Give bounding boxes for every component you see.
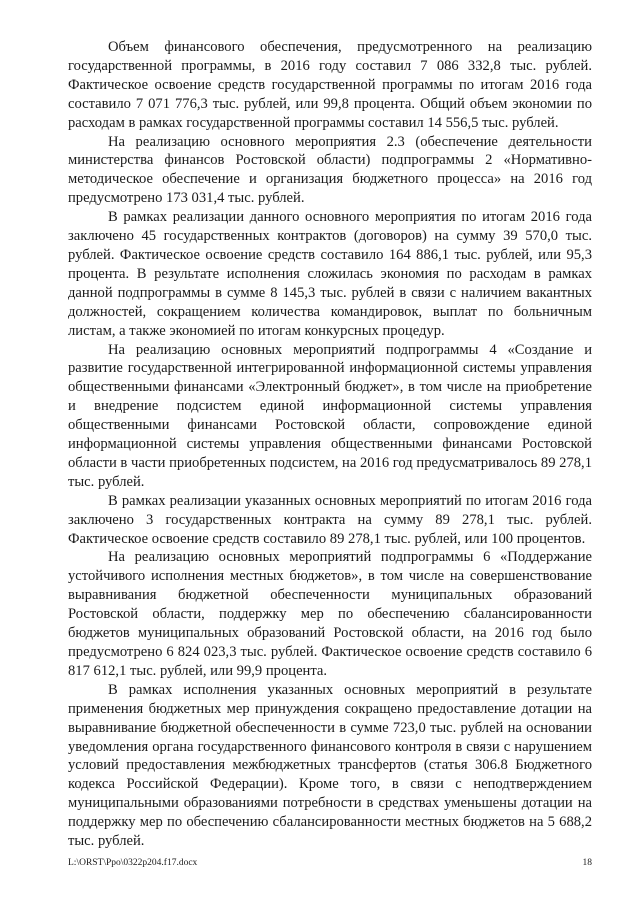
paragraph-subprogram-6-measures: В рамках исполнения указанных основных мероприятий в результате применения бюджетных мер принуждения сокращено предоставление дотации на выравнивание бюджетной обеспеченности в сумме 723,0 тыс. рублей на основании уведомления органа государственного финансового контроля в связи с нарушением условий предоставления межбюджетных трансфертов (статья 306.8 Бюджетного кодекса Российской Федерации). Кроме того, в связи с неподтверждением муниципальными образованиями потребности в средствах уменьшены дотации на поддержку мер по обеспечению сбалансированности местных бюджетов на 5 688,2 тыс. рублей.: [68, 681, 592, 850]
page-number: 18: [582, 858, 592, 868]
paragraph-subprogram-4: На реализацию основных мероприятий подпрограммы 4 «Создание и развитие государственной интегрированной информационной системы управления общественными финансами «Электронный бюджет», в том числе на приобретение и внедрение подсистем единой информационной системы управления общественными финансами Ростовской области, сопровождение единой информационной системы управления общественными финансами Ростовской области в части приобретенных подсистем, на 2016 год предусматривалось 89 278,1 тыс. рублей.: [68, 341, 592, 490]
paragraph-subprogram-6: На реализацию основных мероприятий подпрограммы 6 «Поддержание устойчивого исполнения местных бюджетов», в том числе на совершенствование выравнивания бюджетной обеспеченности муниципальных образований Ростовской области, поддержку мер по обеспечению сбалансированности бюджетов муниципальных образований Ростовской области, на 2016 год было предусмотрено 6 824 023,3 тыс. рублей. Фактическое освоение средств составило 6 817 612,1 тыс. рублей, или 99,9 процента.: [68, 549, 592, 679]
footer-file-path: L:\ORST\Ppo\0322p204.f17.docx: [68, 858, 198, 868]
document-body: [68, 38, 592, 851]
paragraph-subprogram-4-contracts: В рамках реализации указанных основных мероприятий по итогам 2016 года заключено 3 государственных контракта на сумму 89 278,1 тыс. рублей. Фактическое освоение средств составило 89 278,1 тыс. рублей, или 100 процентов.: [68, 492, 592, 547]
paragraph-program-funding: Объем финансового обеспечения, предусмотренного на реализацию государственной программы, в 2016 году составил 7 086 332,8 тыс. рублей. Фактическое освоение средств государственной программы по итогам 2016 года составило 7 071 776,3 тыс. рублей, или 99,8 процента. Общий объем экономии по расходам в рамках государственной программы составил 14 556,5 тыс. рублей.: [68, 39, 592, 131]
paragraph-measure-2-3-contracts: В рамках реализации данного основного мероприятия по итогам 2016 года заключено 45 государственных контрактов (договоров) на сумму 39 570,0 тыс. рублей. Фактическое освоение средств составило 164 886,1 тыс. рублей, или 95,3 процента. В результате исполнения сложилась экономия по расходам в рамках данной подпрограммы в сумме 8 145,3 тыс. рублей в связи с наличием вакантных должностей, сокращением количества командировок, выплат по больничным листам, а также экономией по итогам конкурсных процедур.: [68, 209, 592, 339]
page-footer: [68, 858, 592, 868]
paragraph-measure-2-3: На реализацию основного мероприятия 2.3 (обеспечение деятельности министерства финансов Ростовской области) подпрограммы 2 «Нормативно-методическое обеспечение и организация бюджетного процесса» на 2016 год предусмотрено 173 031,4 тыс. рублей.: [68, 133, 592, 207]
